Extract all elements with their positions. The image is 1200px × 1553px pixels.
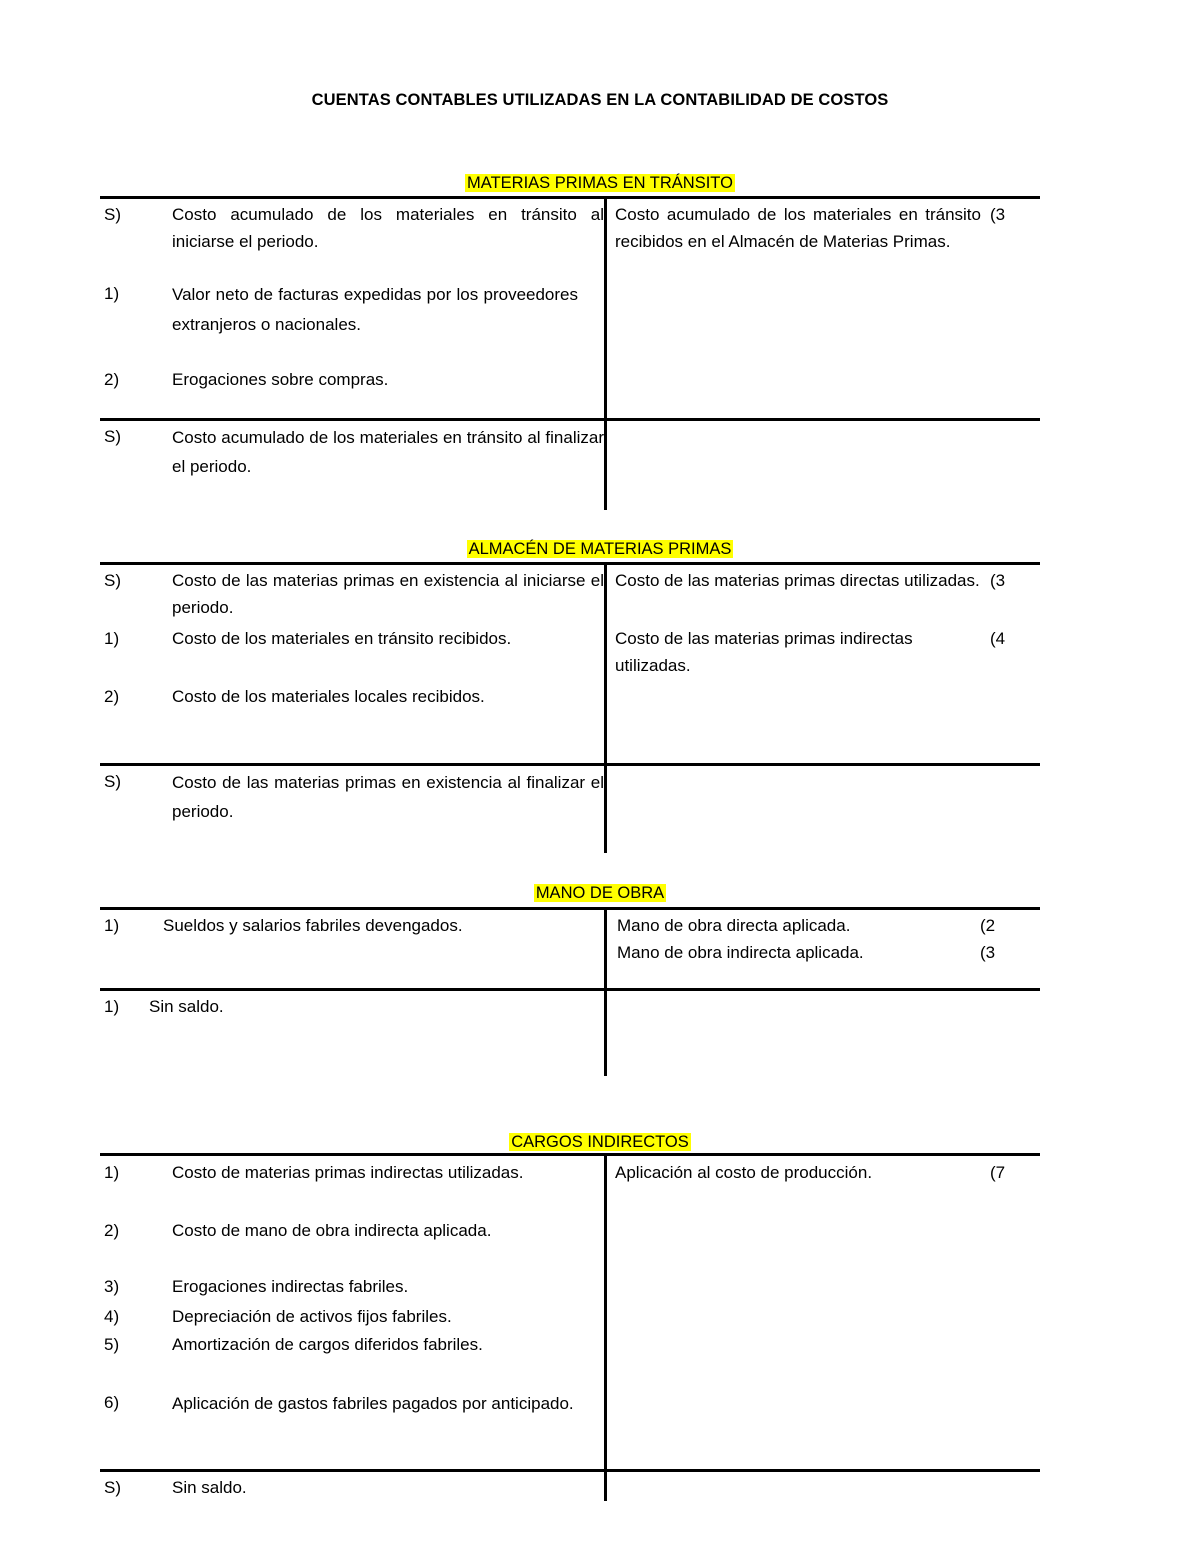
t-account-top-line [100,196,1040,199]
debit-entry: Costo de los materiales locales recibidos. [172,687,485,706]
balance-number: S) [104,1478,121,1497]
credit-reference: (3 [990,571,1006,590]
credit-entry: Costo acumulado de los materiales en tránsito recibidos en el Almacén de Materias Primas. [615,205,981,251]
credit-entry: Mano de obra directa aplicada. [617,916,851,935]
balance-number: 1) [104,997,120,1016]
entry-number: 2) [104,370,120,389]
entry-number: 5) [104,1335,120,1354]
debit-entry: Amortización de cargos diferidos fabriles. [172,1335,483,1354]
debit-entry: Costo acumulado de los materiales en tránsito al iniciarse el periodo. [172,205,604,251]
debit-entry: Depreciación de activos fijos fabriles. [172,1307,452,1326]
entry-number: 3) [104,1277,120,1296]
debit-entry: Sueldos y salarios fabriles devengados. [163,916,463,935]
credit-reference: (3 [980,943,996,962]
entry-number: 2) [104,1221,120,1240]
balance-entry: Sin saldo. [149,997,224,1016]
entry-number: 6) [104,1393,120,1412]
entry-number: 4) [104,1307,120,1326]
credit-reference: (7 [990,1163,1006,1182]
debit-entry: Costo de materias primas indirectas utilizadas. [172,1163,524,1182]
balance-entry: Costo acumulado de los materiales en tránsito al finalizar el periodo. [172,428,604,476]
entry-number: S) [104,571,121,590]
credit-entry: Aplicación al costo de producción. [615,1163,873,1182]
t-account-balance-line [100,763,1040,766]
t-account-divider [604,1471,607,1501]
credit-reference: (4 [990,629,1006,648]
document-title: CUENTAS CONTABLES UTILIZADAS EN LA CONTABILIDAD DE COSTOS [311,91,889,109]
debit-entry: Erogaciones sobre compras. [172,370,389,389]
t-account-divider [604,990,607,1076]
t-account-balance-line [100,418,1040,421]
entry-number: S) [104,205,121,224]
debit-entry: Costo de las materias primas en existencia al iniciarse el periodo. [172,571,604,617]
balance-number: S) [104,427,121,446]
debit-entry: Costo de los materiales en tránsito recibidos. [172,629,512,648]
credit-entry: Mano de obra indirecta aplicada. [617,943,864,962]
balance-number: S) [104,772,121,791]
section-title-cargos-indirectos: CARGOS INDIRECTOS [511,1133,689,1151]
t-account-divider [604,909,607,990]
credit-reference: (2 [980,916,996,935]
t-account-balance-line [100,1469,1040,1472]
entry-number: 1) [104,629,120,648]
t-account-divider [604,420,607,510]
t-account-top-line [100,1153,1040,1156]
section-title-materias-primas-transito: MATERIAS PRIMAS EN TRÁNSITO [467,174,733,192]
debit-entry: Costo de mano de obra indirecta aplicada. [172,1221,492,1240]
credit-entry: Costo de las materias primas directas utilizadas. [615,571,980,590]
t-account-top-line [100,907,1040,910]
debit-entry: Aplicación de gastos fabriles pagados por anticipado. [172,1394,574,1413]
entry-number: 1) [104,916,120,935]
entry-number: 2) [104,687,120,706]
balance-entry: Costo de las materias primas en existencia al finalizar el periodo. [172,773,604,821]
debit-entry: Erogaciones indirectas fabriles. [172,1277,409,1296]
credit-entry: Costo de las materias primas indirectas utilizadas. [615,629,913,675]
t-account-top-line [100,562,1040,565]
section-title-mano-de-obra: MANO DE OBRA [535,884,665,902]
debit-entry: Valor neto de facturas expedidas por los proveedores extranjeros o nacionales. [172,285,578,334]
t-account-divider [604,564,607,765]
t-account-divider [604,198,607,420]
entry-number: 1) [104,1163,120,1182]
section-title-almacen-materias-primas: ALMACÉN DE MATERIAS PRIMAS [468,540,732,558]
balance-entry: Sin saldo. [172,1478,247,1497]
t-account-divider [604,765,607,853]
t-account-divider [604,1155,607,1471]
entry-number: 1) [104,284,120,303]
credit-reference: (3 [990,205,1006,224]
t-account-balance-line [100,988,1040,991]
